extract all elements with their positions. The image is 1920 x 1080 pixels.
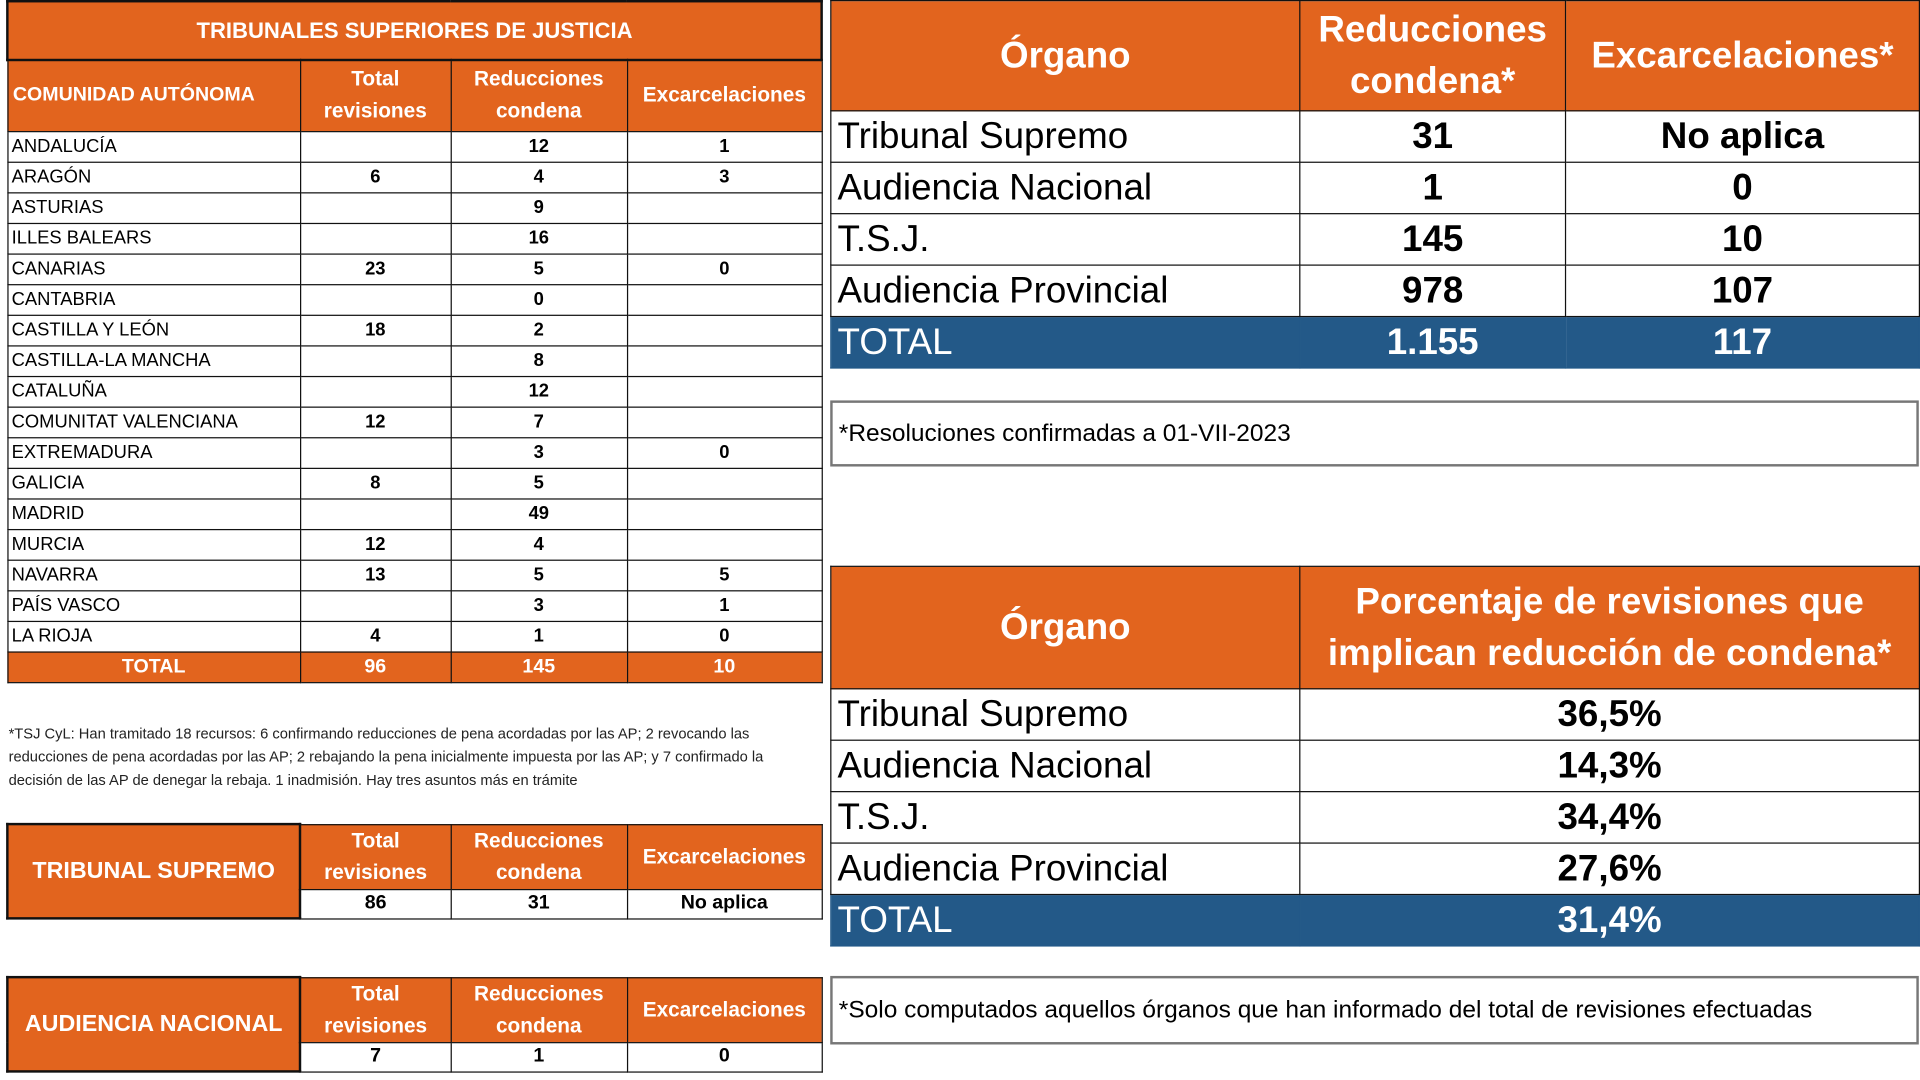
table-row — [7, 529, 821, 560]
table-row — [7, 498, 821, 529]
cell-comunidad: CANTABRIA — [7, 284, 300, 315]
cell-total: 13 — [300, 560, 451, 591]
cell-comunidad: MURCIA — [7, 529, 300, 560]
supremo-header-excarcelaciones: Excarcelaciones — [627, 824, 822, 889]
cell-reducciones: 4 — [451, 162, 627, 193]
table-row — [7, 621, 821, 652]
summary-header-reducciones: Reducciones condena* — [1300, 1, 1566, 111]
cell-organo: T.S.J. — [831, 214, 1300, 265]
total-label: TOTAL — [831, 894, 1300, 945]
cell-reducciones: 4 — [451, 529, 627, 560]
cell-excarcelaciones: 10 — [1566, 214, 1920, 265]
cell-total — [300, 192, 451, 223]
cell-comunidad: COMUNITAT VALENCIANA — [7, 407, 300, 438]
total-porcentaje: 31,4% — [1300, 894, 1920, 945]
cell-comunidad: LA RIOJA — [7, 621, 300, 652]
cell-porcentaje: 34,4% — [1300, 792, 1920, 843]
cell-reducciones: 12 — [451, 376, 627, 407]
cell-comunidad: CASTILLA-LA MANCHA — [7, 345, 300, 376]
supremo-header-total: Total revisiones — [300, 824, 451, 889]
cell-organo: Audiencia Nacional — [831, 162, 1300, 213]
cell-excarcelaciones: 0 — [627, 253, 822, 284]
cell-organo: Audiencia Nacional — [831, 740, 1300, 791]
cell-total: 6 — [300, 162, 451, 193]
total-revisiones: 96 — [300, 651, 451, 682]
tsj-table — [6, 0, 823, 683]
table-row — [7, 560, 821, 591]
cell-comunidad: ARAGÓN — [7, 162, 300, 193]
cell-reducciones: 3 — [451, 590, 627, 621]
nacional-reducciones-value: 1 — [451, 1042, 627, 1071]
cell-total — [300, 223, 451, 254]
cell-total — [300, 376, 451, 407]
table-row — [831, 689, 1920, 740]
cell-organo: Audiencia Provincial — [831, 843, 1300, 894]
cell-excarcelaciones — [627, 223, 822, 254]
cell-total — [300, 437, 451, 468]
nacional-header-reducciones: Reducciones condena — [451, 977, 627, 1042]
supremo-table — [6, 823, 822, 920]
cell-total — [300, 590, 451, 621]
total-reducciones: 145 — [451, 651, 627, 682]
supremo-label: TRIBUNAL SUPREMO — [7, 824, 300, 918]
cell-excarcelaciones — [627, 468, 822, 499]
table-row — [831, 214, 1920, 265]
table-row — [7, 284, 821, 315]
cell-total: 12 — [300, 407, 451, 438]
table-row — [831, 111, 1920, 162]
cell-comunidad: GALICIA — [7, 468, 300, 499]
cell-reducciones: 5 — [451, 468, 627, 499]
cell-reducciones: 1 — [451, 621, 627, 652]
summary-header-excarcelaciones: Excarcelaciones* — [1566, 1, 1920, 111]
cell-reducciones: 2 — [451, 315, 627, 346]
cell-reducciones: 7 — [451, 407, 627, 438]
cell-comunidad: EXTREMADURA — [7, 437, 300, 468]
supremo-total-value: 86 — [300, 889, 451, 918]
table-row — [831, 265, 1920, 316]
cell-excarcelaciones: 0 — [1566, 162, 1920, 213]
cell-reducciones: 12 — [451, 131, 627, 162]
table-row — [7, 223, 821, 254]
cell-comunidad: ANDALUCÍA — [7, 131, 300, 162]
column-header-excarcelaciones: Excarcelaciones — [627, 60, 822, 131]
cell-excarcelaciones: 0 — [627, 437, 822, 468]
table-row — [831, 162, 1920, 213]
cell-comunidad: CASTILLA Y LEÓN — [7, 315, 300, 346]
cell-reducciones: 31 — [1300, 111, 1566, 162]
supremo-header-reducciones: Reducciones condena — [451, 824, 627, 889]
table-row — [7, 192, 821, 223]
cell-reducciones: 145 — [1300, 214, 1566, 265]
nacional-header-excarcelaciones: Excarcelaciones — [627, 977, 822, 1042]
cell-excarcelaciones — [627, 345, 822, 376]
table-row — [831, 843, 1920, 894]
cell-comunidad: MADRID — [7, 498, 300, 529]
percent-header-organo: Órgano — [831, 566, 1300, 688]
cell-organo: Tribunal Supremo — [831, 111, 1300, 162]
table-row — [7, 253, 821, 284]
cell-total: 12 — [300, 529, 451, 560]
summary-footnote: *Resoluciones confirmadas a 01-VII-2023 — [830, 400, 1919, 466]
percent-table — [830, 566, 1920, 947]
cell-total — [300, 131, 451, 162]
cell-excarcelaciones: 5 — [627, 560, 822, 591]
cell-reducciones: 9 — [451, 192, 627, 223]
cell-organo: T.S.J. — [831, 792, 1300, 843]
total-excarcelaciones: 10 — [627, 651, 822, 682]
cell-excarcelaciones — [627, 284, 822, 315]
cell-reducciones: 8 — [451, 345, 627, 376]
cell-excarcelaciones — [627, 376, 822, 407]
cell-total — [300, 345, 451, 376]
cell-total: 18 — [300, 315, 451, 346]
table-row — [7, 468, 821, 499]
table-row — [831, 740, 1920, 791]
summary-table — [830, 0, 1920, 369]
cell-total — [300, 498, 451, 529]
supremo-reducciones-value: 31 — [451, 889, 627, 918]
cell-organo: Audiencia Provincial — [831, 265, 1300, 316]
total-row — [7, 651, 821, 682]
cell-excarcelaciones — [627, 407, 822, 438]
cell-comunidad: PAÍS VASCO — [7, 590, 300, 621]
total-excarcelaciones: 117 — [1566, 317, 1920, 368]
table-row — [7, 376, 821, 407]
percent-footnote: *Solo computados aquellos órganos que han informado del total de revisiones efectuadas — [830, 976, 1919, 1045]
total-row — [831, 317, 1920, 368]
cell-reducciones: 1 — [1300, 162, 1566, 213]
cell-excarcelaciones: 0 — [627, 621, 822, 652]
cell-total — [300, 284, 451, 315]
summary-header-organo: Órgano — [831, 1, 1300, 111]
percent-header-porcentaje: Porcentaje de revisiones que implican reducción de condena* — [1300, 566, 1920, 688]
tsj-title: TRIBUNALES SUPERIORES DE JUSTICIA — [7, 1, 821, 60]
table-row — [7, 131, 821, 162]
cell-excarcelaciones: 1 — [627, 590, 822, 621]
total-label: TOTAL — [831, 317, 1300, 368]
total-row — [831, 894, 1920, 945]
supremo-excarcelaciones-value: No aplica — [627, 889, 822, 918]
cell-excarcelaciones — [627, 529, 822, 560]
total-label: TOTAL — [7, 651, 300, 682]
table-row — [831, 792, 1920, 843]
table-row — [7, 345, 821, 376]
cell-comunidad: ASTURIAS — [7, 192, 300, 223]
cell-excarcelaciones: No aplica — [1566, 111, 1920, 162]
table-row — [7, 315, 821, 346]
cell-reducciones: 49 — [451, 498, 627, 529]
nacional-excarcelaciones-value: 0 — [627, 1042, 822, 1071]
cell-reducciones: 978 — [1300, 265, 1566, 316]
cell-porcentaje: 36,5% — [1300, 689, 1920, 740]
table-row — [7, 407, 821, 438]
tsj-footnote: *TSJ CyL: Han tramitado 18 recursos: 6 confirmando reducciones de pena acordadas por las AP; 2 revocando las reducciones de pena acordadas por las AP; 2 rebajando la pena inicialmente impuesta por las AP; y 7 confirmado la decisión de las AP de denegar la rebaja. 1 inadmisión. Hay tres asuntos más en trámite — [8, 724, 764, 789]
table-row — [7, 437, 821, 468]
cell-reducciones: 0 — [451, 284, 627, 315]
cell-porcentaje: 14,3% — [1300, 740, 1920, 791]
nacional-table — [6, 976, 822, 1073]
cell-total: 8 — [300, 468, 451, 499]
cell-total: 23 — [300, 253, 451, 284]
cell-excarcelaciones — [627, 498, 822, 529]
cell-comunidad: CATALUÑA — [7, 376, 300, 407]
cell-comunidad: CANARIAS — [7, 253, 300, 284]
cell-comunidad: ILLES BALEARS — [7, 223, 300, 254]
nacional-header-total: Total revisiones — [300, 977, 451, 1042]
cell-reducciones: 5 — [451, 253, 627, 284]
cell-excarcelaciones: 107 — [1566, 265, 1920, 316]
nacional-total-value: 7 — [300, 1042, 451, 1071]
cell-excarcelaciones — [627, 192, 822, 223]
nacional-label: AUDIENCIA NACIONAL — [7, 977, 300, 1071]
cell-reducciones: 16 — [451, 223, 627, 254]
column-header-total: Total revisiones — [300, 60, 451, 131]
cell-excarcelaciones: 1 — [627, 131, 822, 162]
table-row — [7, 590, 821, 621]
cell-excarcelaciones: 3 — [627, 162, 822, 193]
column-header-reducciones: Reducciones condena — [451, 60, 627, 131]
cell-reducciones: 3 — [451, 437, 627, 468]
table-row — [7, 162, 821, 193]
cell-organo: Tribunal Supremo — [831, 689, 1300, 740]
cell-porcentaje: 27,6% — [1300, 843, 1920, 894]
cell-reducciones: 5 — [451, 560, 627, 591]
total-reducciones: 1.155 — [1300, 317, 1566, 368]
column-header-comunidad: COMUNIDAD AUTÓNOMA — [7, 60, 300, 131]
cell-total: 4 — [300, 621, 451, 652]
cell-excarcelaciones — [627, 315, 822, 346]
cell-comunidad: NAVARRA — [7, 560, 300, 591]
